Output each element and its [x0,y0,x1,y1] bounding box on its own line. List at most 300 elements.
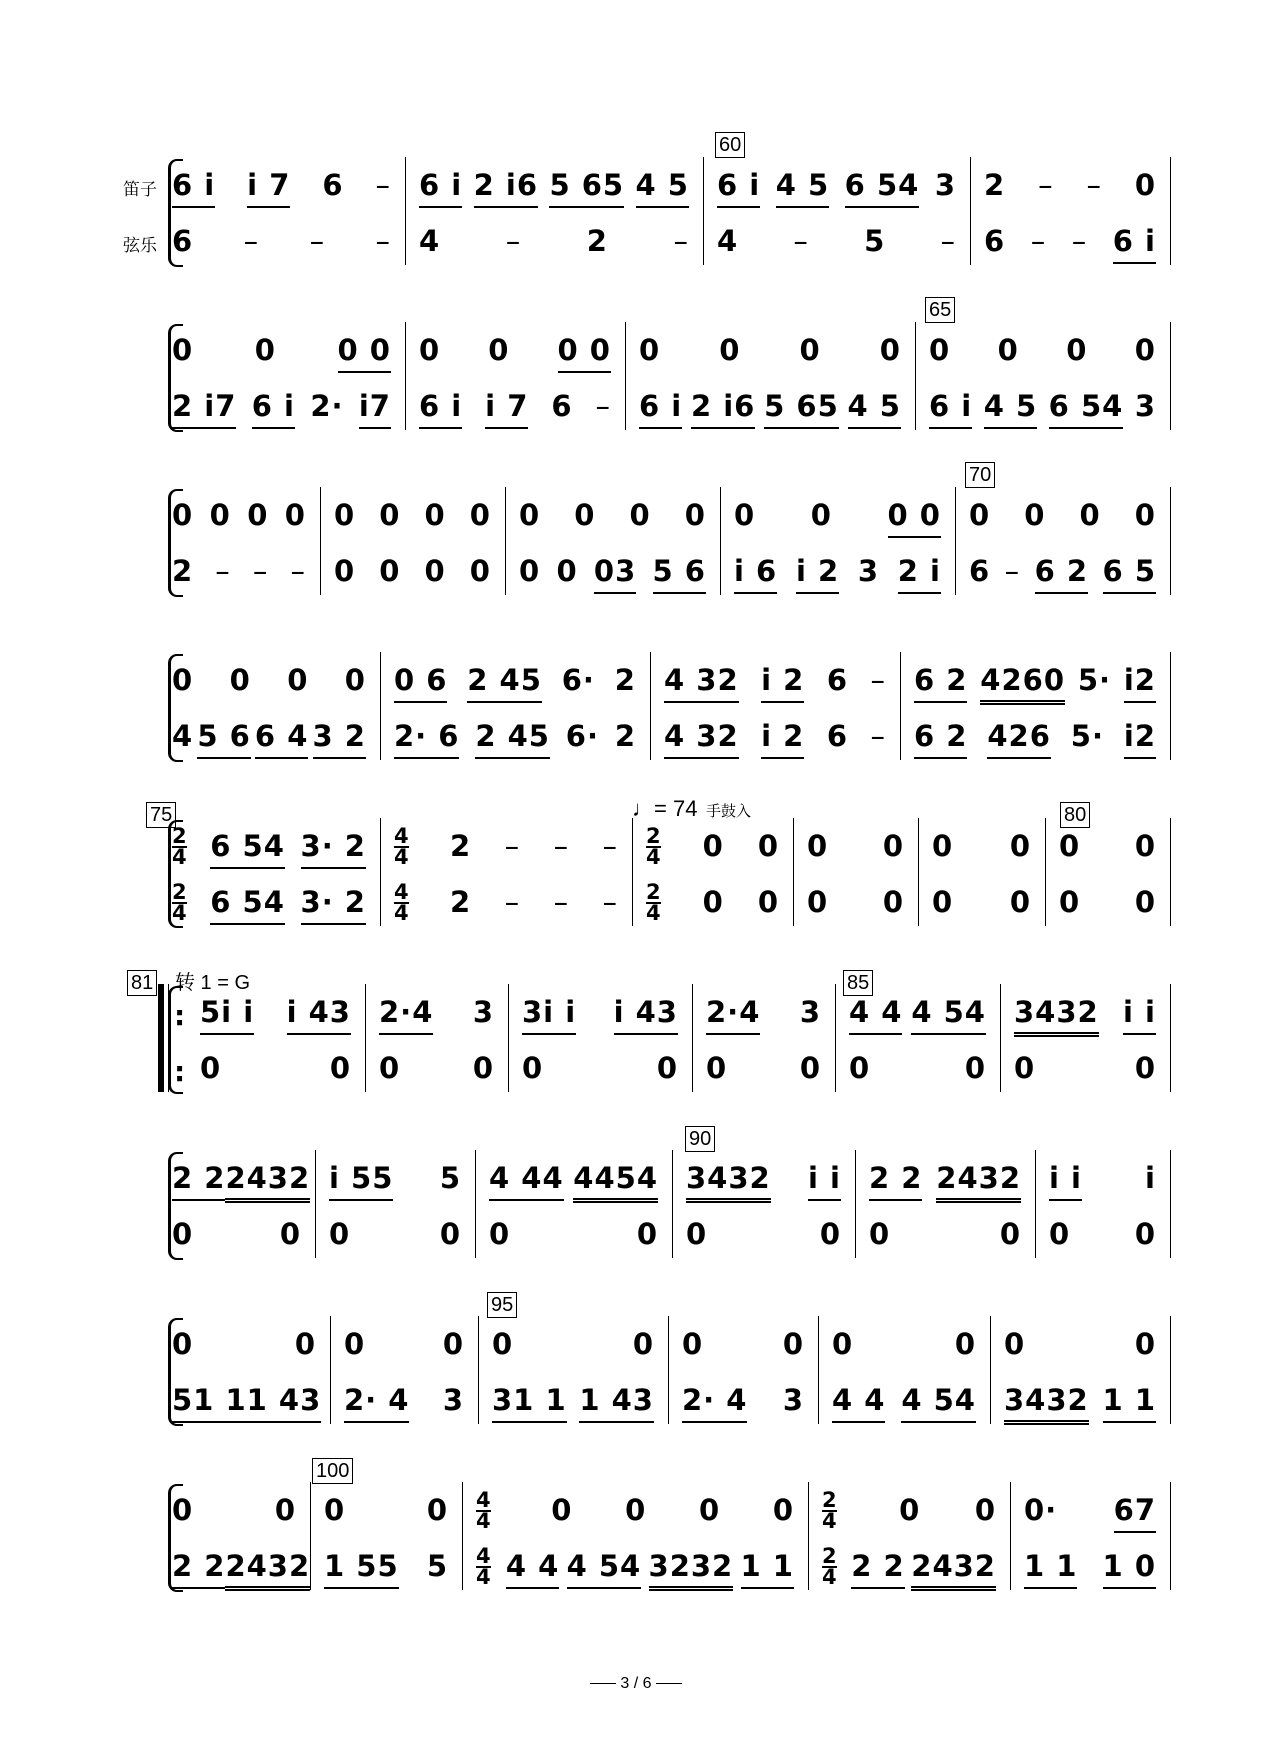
note-group: 4 5 [848,386,901,429]
note-group: 0 [379,1051,401,1085]
top-part-measure [734,495,941,538]
note-group: 1 1 [1024,1546,1077,1589]
score-system [0,1158,1272,1268]
tempo-marking: ♩= 74 [632,796,698,821]
note-group: 2 45 [475,716,550,759]
top-part-measure [706,992,821,1035]
note-group: 0 [997,333,1019,367]
note-group: 0 [556,554,578,588]
note-group: 6 [984,224,1006,258]
bottom-part-measure [419,221,689,261]
note-group: 4260 [980,660,1065,705]
bottom-part-measure [172,1380,322,1423]
note-group: 0 [469,554,491,588]
top-part-measure [200,992,351,1035]
note-group: 5 6 [197,716,250,759]
barline [855,1150,856,1258]
note-group: 4 [717,224,739,258]
time-signature: 4 4 [394,824,409,869]
bottom-part-measure [329,1214,461,1254]
bottom-part-measure [969,551,1156,594]
extension-dash: – [504,885,521,919]
note-group: 0 [424,554,446,588]
note-group: 0 [172,333,194,367]
note-group: 0 [686,1217,708,1251]
top-part-measure [969,495,1156,535]
extension-dash: – [940,224,956,258]
bottom-part-measure [717,221,956,261]
score-system [0,826,1272,936]
note-group: 3 [857,554,880,588]
barline [1170,487,1171,595]
top-part-measure [822,1490,996,1531]
bottom-part-measure [807,882,904,922]
top-part-measure [489,1158,658,1203]
note-group: 6 [826,719,849,753]
note-group: 2 [614,719,636,753]
extension-dash: – [1086,168,1102,202]
note-group: 5 [864,224,886,258]
note-group: 1 1 [741,1546,794,1589]
note-group: 0 [1134,885,1156,919]
note-group: 5 65 [764,386,839,429]
note-group: 2 [984,168,1006,202]
note-group: i 2 [796,551,839,594]
note-group: 0 [274,1493,296,1527]
extension-dash: – [505,224,522,258]
note-group: 6 i [172,165,215,208]
barline [508,984,509,1092]
note-group: 0 [882,829,904,863]
score-system [0,660,1272,770]
time-signature: 4 4 [476,1544,491,1589]
page-footer [0,1675,1272,1693]
time-signature: 2 4 [646,880,661,925]
extension-dash: – [215,554,231,588]
bottom-part-measure [394,882,618,923]
note-group: 0 [284,498,306,532]
note-group: 0 [379,498,401,532]
note-group: 0 0 [338,330,391,373]
bottom-part-measure [706,1048,821,1088]
note-group: 0 [1134,829,1156,863]
note-group: 1 43 [247,1380,322,1423]
barline [900,652,901,760]
extension-dash: – [1004,554,1021,588]
bottom-part-measure [984,221,1156,264]
note-group: 0 [172,663,194,697]
note-group: 2 2 [172,1546,225,1589]
note-group: 0 [1134,1327,1156,1361]
note-group: 4 5 [776,165,829,208]
note-group: 0· [1024,1493,1058,1527]
extension-dash: – [243,224,260,258]
note-group: 3232 [649,1546,734,1591]
top-part-measure [1049,1158,1156,1201]
score-system [0,330,1272,440]
note-group: 0 [334,498,356,532]
tempo-instruction: 手鼓入 [706,803,752,820]
note-group: 4454 [573,1158,658,1203]
note-group: 2432 [936,1158,1021,1203]
extension-dash: – [602,885,618,919]
score-system: : : 5i i i 43 2·4 3 3i i i 43 2·4 3 4 4 4 54 3432 i i 0 0 0 0 0 0 0 0 0 0 0 0 [0,992,1272,1102]
note-group: i 7 [485,386,528,429]
note-group: 4 32 [664,716,739,759]
note-group: 0 [1134,1051,1156,1085]
note-group: 0 [1134,1217,1156,1251]
extension-dash: – [252,554,269,588]
top-part-measure [419,165,689,208]
measure-number-box: 70 [965,462,995,488]
note-group: i 43 [614,992,678,1035]
note-group: 0 [489,1217,511,1251]
note-group: 0 [469,498,491,532]
top-part-measure [172,826,366,869]
top-part-measure [519,495,706,535]
note-group: 0 [294,1327,316,1361]
bottom-part-measure [832,1380,976,1423]
note-group: 6 2 [914,716,967,759]
note-group: 0 [954,1327,976,1361]
note-group: 0 [379,554,401,588]
barline [1170,322,1171,430]
note-group: 6 i [419,386,462,429]
top-part-measure [1014,992,1156,1037]
extension-dash: – [290,554,306,588]
note-group: 0 [625,1493,647,1527]
barline [692,984,693,1092]
note-group: 3 [472,995,494,1029]
note-group: 0 [702,829,724,863]
note-group: 6 i [717,165,760,208]
score-system [0,1324,1272,1434]
top-part-measure [394,660,636,703]
top-part-measure [686,1158,841,1203]
top-part-measure [664,660,886,703]
barline [462,1482,463,1590]
barline [505,487,506,595]
note-group: 4 44 [489,1158,564,1201]
top-part-measure [1004,1324,1156,1364]
note-group: i [1145,1161,1156,1195]
bottom-part-measure [914,716,1156,759]
note-group: 0 [442,1327,464,1361]
note-group: 6· [561,663,595,697]
note-group: 6 2 [914,660,967,703]
note-group: 51 1 [172,1380,247,1423]
extension-dash: – [309,224,326,258]
note-group: 2·4 [706,992,760,1035]
note-group: 2 2 [172,1158,225,1201]
note-group: 5 [426,1549,448,1583]
note-group: 3432 [1004,1380,1089,1425]
time-signature: 4 4 [476,1488,491,1533]
barline [970,157,971,265]
barline [668,1316,669,1424]
barline [1170,984,1171,1092]
note-group: 0 [1134,333,1156,367]
note-group: 3i i [522,992,576,1035]
top-part-measure [1059,826,1156,866]
note-group: 6 5 [1103,551,1156,594]
extension-dash: – [1030,224,1047,258]
note-group: 0 [1009,829,1031,863]
note-group: 0 [424,498,446,532]
note-group: 426 [987,716,1051,759]
note-group: i i [808,1158,841,1201]
top-part-measure [984,165,1156,205]
note-group: 0 [1079,498,1101,532]
score-system [0,495,1272,605]
note-group: 6 2 [1035,551,1088,594]
barline [835,984,836,1092]
note-group: 3· 2 [301,826,366,869]
bottom-part-measure [334,551,491,591]
top-part-measure [172,1324,316,1364]
note-group: 0 [734,498,756,532]
bottom-part-measure [519,551,706,594]
note-group: 6 [969,554,991,588]
note-group: 0 [324,1493,346,1527]
bottom-part-measure [686,1214,841,1254]
extension-dash: – [673,224,689,258]
note-group: 0 [632,1327,654,1361]
note-group: 0 [1059,829,1081,863]
top-part-measure [522,992,678,1035]
note-group: 3 [442,1383,464,1417]
note-group: i2 [1124,660,1156,703]
note-group: 0 [344,1327,366,1361]
note-group: 1 0 [1103,1546,1156,1589]
note-group: 2 2 [869,1158,922,1201]
barline [1035,1150,1036,1258]
note-group: 5 6 [653,551,706,594]
time-signature: 2 4 [646,824,661,869]
note-group: 0 [1134,498,1156,532]
note-group: 0 [426,1493,448,1527]
note-group: 6· [565,719,599,753]
note-group: 2· [310,389,344,423]
note-group: 0 [684,498,706,532]
note-group: 0 [869,1217,891,1251]
top-part-measure [172,330,391,373]
bottom-part-measure [639,386,901,429]
note-group: 31 1 [492,1380,567,1423]
note-group: 0 [719,333,741,367]
bottom-part-measure [394,716,636,759]
note-group: 2 [172,554,194,588]
note-group: 0 [247,498,269,532]
bottom-part-measure [172,716,366,759]
top-part-measure [492,1324,654,1364]
top-part-measure [832,1324,976,1364]
barline [478,1316,479,1424]
key-change-marking: 转 1 = G [175,972,251,994]
score-system [0,165,1272,275]
note-group: 4 4 [506,1546,559,1589]
measure-number-box: 60 [715,132,745,158]
note-group: 0 [419,333,441,367]
note-group: 0 [656,1051,678,1085]
bottom-part-measure [822,1546,996,1591]
top-part-measure [172,1490,296,1530]
note-group: 3 [799,995,821,1029]
note-group: 0 [849,1051,871,1085]
note-group: 4 32 [664,660,739,703]
bottom-part-measure [172,1546,311,1591]
barline [1170,818,1171,926]
note-group: 0 [702,885,724,919]
top-part-measure [932,826,1031,866]
top-part-measure [646,826,779,867]
note-group: 0 [279,1217,301,1251]
note-group: i7 [359,386,391,429]
barline [320,487,321,595]
barline [1000,984,1001,1092]
bottom-part-measure [200,1048,351,1088]
note-group: i 6 [734,551,777,594]
note-group: 1 43 [579,1380,654,1423]
measure-number-box: 75 [146,802,176,828]
note-group: i 7 [247,165,290,208]
bottom-part-measure [419,386,611,429]
note-group: 2 [450,829,472,863]
note-group: 6 4 [255,716,308,759]
note-group: 0 [999,1217,1021,1251]
barline [1045,818,1046,926]
note-group: 0 [522,1051,544,1085]
note-group: 6 i [639,386,682,429]
barline [1170,1316,1171,1424]
top-part-measure [172,495,306,535]
note-group: 0 [329,1217,351,1251]
extension-dash: – [870,663,886,697]
barline [818,1316,819,1424]
bottom-part-measure [932,882,1031,922]
note-group: 0 [636,1217,658,1251]
top-part-measure [172,165,391,208]
note-group: 3 [934,168,956,202]
note-group: 0 [757,885,779,919]
extension-dash: – [1071,224,1088,258]
extension-dash: – [870,719,886,753]
note-group: 2 2 [851,1546,904,1589]
note-group: 0 [1024,498,1046,532]
note-group: 6 i [1113,221,1156,264]
bottom-part-measure [1024,1546,1156,1589]
top-part-measure [334,495,491,535]
note-group: 0 [439,1217,461,1251]
note-group: 6 54 [845,165,920,208]
barline [632,818,633,926]
note-group: 0 [334,554,356,588]
note-group: 6 54 [210,882,285,925]
top-part-measure [929,330,1156,370]
note-group: 5· [1070,719,1104,753]
note-group: 0 [1066,333,1088,367]
measure-number-box: 65 [925,297,955,323]
extension-dash: – [553,885,570,919]
barline [918,818,919,926]
barline [1010,1482,1011,1590]
note-group: 5 65 [549,165,624,208]
note-group: i 2 [761,716,804,759]
note-group: 0 [782,1327,804,1361]
extension-dash: – [595,389,611,423]
note-group: 5i i [200,992,254,1035]
bottom-part-measure [324,1546,448,1589]
note-group: 1 55 [324,1546,399,1589]
time-signature: 2 4 [822,1544,837,1589]
note-group: 6 54 [210,826,285,869]
note-group: 0 [1049,1217,1071,1251]
bottom-part-measure [1049,1214,1156,1254]
measure-number-box: 81 [127,970,157,996]
note-group: 2 i6 [474,165,538,208]
note-group: 2· 4 [682,1380,747,1423]
bottom-part-measure [172,1214,301,1254]
bottom-part-measure [929,386,1156,429]
time-signature: 2 4 [172,880,187,925]
bottom-part-measure [476,1546,794,1591]
note-group: 0 [488,333,510,367]
barline [703,157,704,265]
top-part-measure [476,1490,794,1531]
bottom-part-measure [172,882,366,925]
barline [990,1316,991,1424]
note-group: 6 [551,389,573,423]
barline [365,984,366,1092]
bottom-part-measure [172,551,306,591]
note-group: 0 [799,1051,821,1085]
note-group: 6 [322,168,344,202]
time-signature: 4 4 [394,880,409,925]
note-group: 2 i6 [691,386,755,429]
part-label: 弦乐 [123,236,157,256]
note-group: i2 [1124,716,1156,759]
top-part-measure [172,1158,311,1203]
bottom-part-measure [646,882,779,923]
note-group: 2432 [225,1546,310,1591]
barline [1170,652,1171,760]
note-group: 4 54 [567,1546,642,1589]
note-group: 0 [819,1217,841,1251]
note-group: 0 [1134,168,1156,202]
note-group: 2 [614,663,636,697]
note-group: i i [1049,1158,1082,1201]
note-group: 0 [799,333,821,367]
measure-number-box: 90 [685,1126,715,1152]
note-group: 0 [519,554,541,588]
bottom-part-measure [172,221,391,261]
note-group: 2432 [225,1158,310,1203]
bottom-part-measure [849,1048,986,1088]
note-group: i 2 [761,660,804,703]
extension-dash: – [504,829,521,863]
barline [315,1150,316,1258]
note-group: 0 [1014,1051,1036,1085]
note-group: 2432 [911,1546,996,1591]
note-group: 0 [254,333,276,367]
note-group: 2·4 [379,992,433,1035]
note-group: 1 1 [1103,1380,1156,1423]
note-group: 0 0 [888,495,941,538]
extension-dash: – [602,829,618,863]
note-group: 0 [551,1493,573,1527]
barline [650,652,651,760]
top-part-measure [869,1158,1021,1203]
